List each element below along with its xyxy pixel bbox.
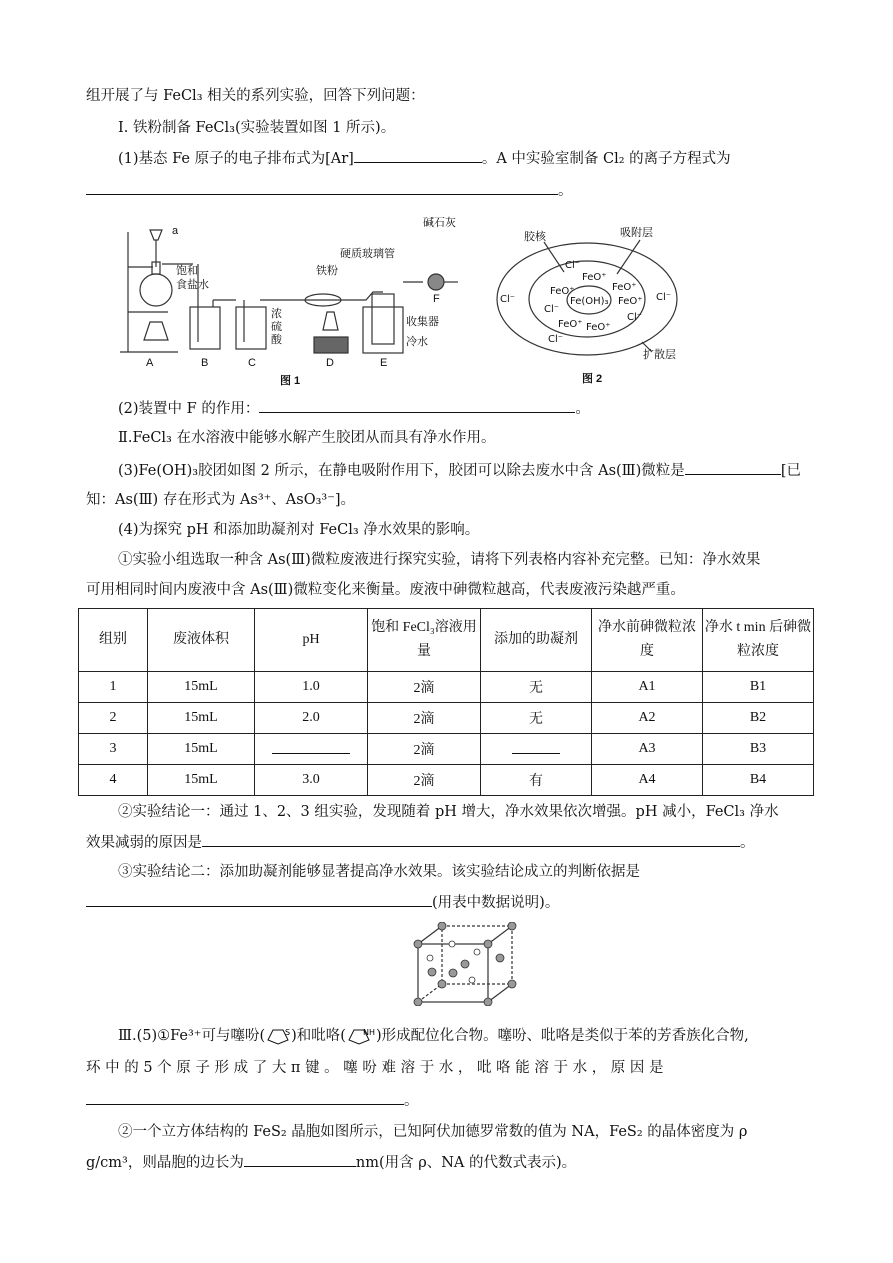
th-group: 组别 [79, 609, 148, 672]
conclusion-2b [86, 832, 755, 853]
cell: 2滴 [368, 703, 481, 734]
question-4-1a: ①实验小组选取一种含 As(Ⅲ)微粒废液进行探究实验，请将下列表格内容补充完整。已知：净水效果 [118, 552, 761, 568]
cell: 15mL [148, 703, 255, 734]
cell: B4 [703, 765, 814, 796]
table-row [79, 672, 814, 703]
th-before: 净水前砷微粒浓度 [592, 609, 703, 672]
thiophene-s-label: S [285, 1028, 291, 1037]
cell: A3 [592, 734, 703, 765]
fig2-ion-feo: FeO⁺ [618, 296, 643, 307]
fig1-label-soda-lime: 碱石灰 [423, 217, 456, 229]
q5e-text-2: nm(用含 ρ、NA 的代数式表示)。 [355, 1155, 577, 1171]
cell: 4 [79, 765, 148, 796]
th-coagulant: 添加的助凝剂 [481, 609, 592, 672]
cell: B2 [703, 703, 814, 734]
cell: 有 [481, 765, 592, 796]
pyrrole-structure-icon [346, 1026, 376, 1046]
fig2-center: Fe(OH)₃ [570, 296, 609, 307]
cell: B1 [703, 672, 814, 703]
fig1-label-coldwater: 冷水 [406, 336, 428, 348]
question-5e [86, 1152, 576, 1173]
cell: 2滴 [368, 672, 481, 703]
q5e-text-1: g/cm³，则晶胞的边长为 [86, 1155, 244, 1171]
cell: 15mL [148, 765, 255, 796]
figure-1-apparatus [118, 212, 463, 390]
conclusion-3a: ③实验结论二：添加助凝剂能够显著提高净水效果。该实验结论成立的判断依据是 [118, 864, 640, 880]
cell: A1 [592, 672, 703, 703]
q5a-text-3: )形成配位化合物。噻吩、吡咯是类似于苯的芳香族化合物, [375, 1028, 749, 1044]
fig1-label-A: A [146, 357, 154, 369]
fig2-ion-cl: Cl⁻ [627, 312, 643, 323]
fig2-ion-cl: Cl⁻ [500, 294, 516, 305]
figure-2-micelle [492, 212, 692, 390]
q5a-text-1: Ⅲ.(5)①Fe³⁺可与噻吩( [118, 1028, 266, 1044]
fig1-label-D: D [326, 357, 334, 369]
fig1-label-ironpowder: 铁粉 [316, 265, 338, 277]
question-4: (4)为探究 pH 和添加助凝剂对 FeCl₃ 净水效果的影响。 [118, 522, 480, 538]
cell: 3 [79, 734, 148, 765]
fig2-caption: 图 2 [582, 373, 603, 385]
question-5d: ②一个立方体结构的 FeS₂ 晶胞如图所示，已知阿伏加德罗常数的值为 NA，FeS₂ 的晶体密度为 ρ [118, 1124, 748, 1140]
question-3-line2: 知：As(Ⅲ) 存在形式为 As³⁺、AsO₃³⁻]。 [86, 492, 356, 508]
q5-blank[interactable] [86, 1090, 404, 1105]
table-row [79, 734, 814, 765]
conclusion-2a: ②实验结论一：通过 1、2、3 组实验，发现随着 pH 增大，净水效果依次增强。pH 减小，FeCl₃ 净水 [118, 804, 779, 820]
pyrrole-nh-label: NH [362, 1028, 375, 1037]
question-3 [118, 460, 801, 481]
thiophene-structure-icon [265, 1026, 291, 1046]
table-header-row [79, 609, 814, 672]
coagulant-blank[interactable] [512, 739, 560, 754]
question-1-line2 [86, 180, 573, 201]
cell: B3 [703, 734, 814, 765]
cell: 无 [481, 672, 592, 703]
fig1-label-conc3: 酸 [271, 334, 282, 346]
cell: A2 [592, 703, 703, 734]
intro-line: 组开展了与 FeCl₃ 相关的系列实验，回答下列问题： [86, 88, 425, 104]
question-5c [86, 1090, 419, 1111]
fig1-label-satbrine: 饱和 [176, 265, 198, 277]
fig1-label-C: C [248, 357, 256, 369]
c3-blank[interactable] [86, 892, 432, 907]
fig2-ion-feo: FeO⁺ [582, 272, 607, 283]
cell: 2滴 [368, 765, 481, 796]
q3-text-b: [已 [780, 463, 801, 479]
cell: 2滴 [368, 734, 481, 765]
c2-blank[interactable] [202, 832, 740, 847]
th-ph: pH [255, 609, 368, 672]
fig2-ion-feo: FeO⁺ [558, 319, 583, 330]
cell: 2 [79, 703, 148, 734]
q5e-blank[interactable] [244, 1152, 356, 1167]
th-volume: 废液体积 [148, 609, 255, 672]
fes2-unit-cell-figure [412, 922, 520, 1006]
question-4-1b: 可用相同时间内废液中含 As(Ⅲ)微粒变化来衡量。废液中砷微粒越高，代表废液污染越严重。 [86, 582, 685, 598]
ph-blank[interactable] [272, 739, 350, 754]
fig1-label-collector: 收集器 [406, 316, 439, 328]
q3-blank[interactable] [685, 460, 781, 475]
question-5b: 环 中 的 5 个 原 子 形 成 了 大 π 键 。 噻 吩 难 溶 于 水 ， 吡 咯 能 溶 于 水 ， 原 因 是 [86, 1060, 664, 1076]
th-fecl3: 饱和 FeCl₃溶液用量 [368, 609, 481, 672]
question-1 [118, 148, 731, 169]
cell: 2.0 [255, 703, 368, 734]
q5a-text-2: )和吡咯( [291, 1028, 346, 1044]
q1-blank-2[interactable] [86, 180, 558, 195]
experiment-table [78, 608, 814, 796]
question-2 [118, 398, 590, 419]
cell: 1.0 [255, 672, 368, 703]
q3-text-a: (3)Fe(OH)₃胶团如图 2 所示，在静电吸附作用下，胶团可以除去废水中含 As(Ⅲ)微粒是 [118, 463, 685, 479]
fig2-ion-cl: Cl⁻ [656, 292, 672, 303]
fig2-label-core: 胶核 [524, 230, 546, 243]
fig2-ion-cl: Cl⁻ [565, 260, 581, 271]
cell: 1 [79, 672, 148, 703]
table-row [79, 765, 814, 796]
fig1-label-conc2: 硫 [271, 321, 282, 333]
q1-text-b: 。A 中实验室制备 Cl₂ 的离子方程式为 [481, 151, 731, 167]
fig2-label-adsorb: 吸附层 [620, 226, 653, 239]
q2-end: 。 [575, 401, 590, 417]
fig2-ion-cl: Cl⁻ [544, 304, 560, 315]
question-5a [118, 1026, 749, 1046]
q1-text-a: (1)基态 Fe 原子的电子排布式为[Ar] [118, 151, 354, 167]
cell: A4 [592, 765, 703, 796]
c2-end: 。 [740, 835, 755, 851]
fig2-ion-feo: FeO⁺ [550, 286, 575, 297]
coagulant-blank-cell[interactable] [481, 734, 592, 765]
q5c-end: 。 [404, 1093, 419, 1109]
q1-end: 。 [558, 183, 573, 199]
table-row [79, 703, 814, 734]
fig2-ion-cl: Cl⁻ [548, 334, 564, 345]
q1-blank-1[interactable] [354, 148, 482, 163]
fig1-label-glass-tube: 硬质玻璃管 [340, 248, 395, 260]
fig1-label-conc: 浓 [271, 308, 282, 320]
cell: 3.0 [255, 765, 368, 796]
fig1-label-F: F [433, 293, 440, 305]
fig2-label-diffuse: 扩散层 [643, 348, 676, 361]
fig1-label-E: E [380, 357, 388, 369]
conclusion-3b [86, 892, 559, 913]
cell: 15mL [148, 672, 255, 703]
cell: 15mL [148, 734, 255, 765]
ph-blank-cell[interactable] [255, 734, 368, 765]
fig2-ion-feo: FeO⁺ [586, 322, 611, 333]
fig1-label-B: B [201, 357, 209, 369]
th-after: 净水 t min 后砷微粒浓度 [703, 609, 814, 672]
fig2-ion-feo: FeO⁺ [612, 282, 637, 293]
part1-heading: Ⅰ. 铁粉制备 FeCl₃(实验装置如图 1 所示)。 [118, 120, 396, 136]
c3-text: (用表中数据说明)。 [432, 895, 560, 911]
fig1-caption: 图 1 [280, 375, 301, 387]
fig1-label-a: a [172, 225, 179, 237]
q2-text: (2)装置中 F 的作用： [118, 401, 260, 417]
c2-text: 效果减弱的原因是 [86, 835, 202, 851]
part2-heading: Ⅱ.FeCl₃ 在水溶液中能够水解产生胶团从而具有净水作用。 [118, 430, 496, 446]
fig1-label-satbrine2: 食盐水 [176, 279, 209, 291]
q2-blank[interactable] [259, 398, 575, 413]
cell: 无 [481, 703, 592, 734]
